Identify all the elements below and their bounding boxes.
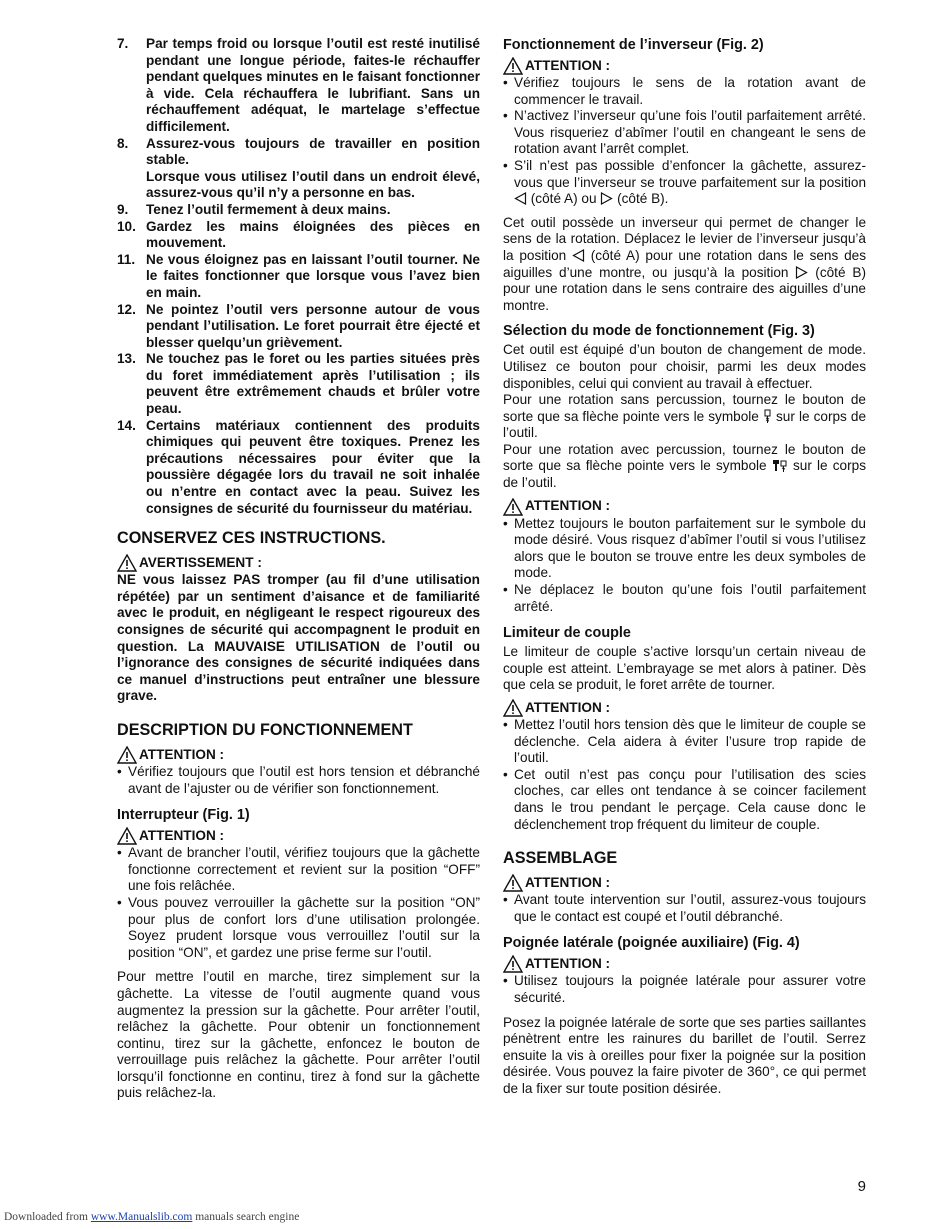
bullet-item: • S’il n’est pas possible d’enfoncer la gâchette, assurez-vous que l’inverseur se trouve parfaitement sur la position (côté A) ou (côté B). bbox=[503, 157, 866, 207]
warning-triangle-icon bbox=[503, 699, 523, 717]
page-number: 9 bbox=[857, 1178, 866, 1195]
interrupteur-heading: Interrupteur (Fig. 1) bbox=[117, 807, 250, 824]
bullet-item: • Avant de brancher l’outil, vérifiez toujours que la gâchette fonctionne correctement et revient sur la position “OFF” une fois relâchée. bbox=[117, 845, 480, 894]
bullet-item: • Utilisez toujours la poignée latérale pour assurer votre sécurité. bbox=[503, 973, 866, 1005]
triangle-right-icon bbox=[600, 192, 613, 205]
mode-paragraph: Cet outil est équipé d’un bouton de changement de mode. Utilisez ce bouton pour choisir, parmi les deux modes disponibles, celui qui convient au travail à effectuer. bbox=[503, 342, 866, 391]
attention-label: ATTENTION : bbox=[503, 57, 866, 75]
list-item: 10. Gardez les mains éloignées des pièces en mouvement. bbox=[117, 218, 480, 251]
hammer-drill-mode-icon bbox=[772, 459, 788, 473]
list-item: 14. Certains matériaux contiennent des produits chimiques qui peuvent être toxiques. Prenez les précautions nécessaires pour éviter que la poussière dégagée lors du travail ne soit inhalée ou n’entre en contact avec la peau. Suivez les consignes de sécurité du fournisseur du matériau. bbox=[117, 417, 480, 516]
footer bbox=[4, 1209, 299, 1226]
bullet-item: • Ne déplacez le bouton qu’une fois l’outil parfaitement arrêté. bbox=[503, 582, 866, 614]
bullet-item: • Cet outil n’est pas conçu pour l’utilisation des scies cloches, car elles ont tendance à se coincer facilement dans le trou pendant le perçage. Cela cause donc le déclenchement trop fréquent du limiteur de couple. bbox=[503, 766, 866, 832]
drill-mode-icon bbox=[763, 409, 772, 424]
bullet-item: • N’activez l’inverseur qu’une fois l’outil parfaitement arrêté. Vous risqueriez d’abîmer l’outil en changeant le sens de rotation avant l’arrêt complet. bbox=[503, 108, 866, 157]
bullet-item: • Vérifiez toujours le sens de la rotation avant de commencer le travail. bbox=[503, 75, 866, 107]
bullet-item: • Mettez toujours le bouton parfaitement sur le symbole du mode désiré. Vous risquez d’abîmer l’outil si vous l’utilisez alors que le bouton se trouve entre les deux symboles de mode. bbox=[503, 515, 866, 581]
list-item: 7. Par temps froid ou lorsque l’outil est resté inutilisé pendant une longue période, faites-le réchauffer pendant quelques minutes en le faisant fonctionner à vide. Cela réchauffera le lubrifiant. Sans un réchauffement adéquat, le martelage s’effectue difficilement. bbox=[117, 36, 480, 134]
attention-label: ATTENTION : bbox=[117, 746, 480, 764]
list-item: 11. Ne vous éloignez pas en laissant l’outil tourner. Ne le faites fonctionner que lorsque vous l’avez bien en main. bbox=[117, 251, 480, 300]
attention-label: ATTENTION : bbox=[503, 874, 866, 892]
description-heading: DESCRIPTION DU FONCTIONNEMENT bbox=[117, 720, 413, 739]
footer-prefix: Downloaded from bbox=[4, 1211, 91, 1223]
conserve-heading: CONSERVEZ CES INSTRUCTIONS. bbox=[117, 529, 386, 548]
warning-triangle-icon bbox=[503, 57, 523, 75]
footer-suffix: manuals search engine bbox=[192, 1211, 300, 1223]
mode-paragraph: Pour une rotation sans percussion, tournez le bouton de sorte que sa flèche pointe vers le symbole sur le corps de l’outil. bbox=[503, 392, 867, 441]
assemblage-heading: ASSEMBLAGE bbox=[503, 849, 618, 868]
mode-heading: Sélection du mode de fonctionnement (Fig. 3) bbox=[503, 323, 815, 340]
limiteur-paragraph: Le limiteur de couple s’active lorsqu’un certain niveau de couple est atteint. L’embrayage se met alors à patiner. Dès que cela se produit, le foret arrête de tourner. bbox=[503, 644, 866, 693]
footer-link[interactable]: www.Manualslib.com bbox=[90, 1211, 193, 1223]
list-item: 8. Assurez-vous toujours de travailler en position stable. Lorsque vous utilisez l’outil dans un endroit élevé, assurez-vous qu’il n’y a personne en bas. bbox=[117, 135, 480, 201]
bullet-item: • Mettez l’outil hors tension dès que le limiteur de couple se déclenche. Cela aidera à éviter l’usure trop rapide de l’outil. bbox=[503, 717, 866, 766]
attention-label: ATTENTION : bbox=[117, 827, 480, 845]
poignee-heading: Poignée latérale (poignée auxiliaire) (Fig. 4) bbox=[503, 935, 800, 952]
list-item: 12. Ne pointez l’outil vers personne autour de vous pendant l’utilisation. Le foret pourrait être éjecté et blesser quelqu’un grièvement. bbox=[117, 301, 480, 350]
attention-label: ATTENTION : bbox=[503, 699, 866, 717]
triangle-right-icon bbox=[795, 266, 808, 279]
warning-triangle-icon bbox=[117, 746, 137, 764]
triangle-left-icon bbox=[514, 192, 527, 205]
inverseur-paragraph: Cet outil possède un inverseur qui permet de changer le sens de la rotation. Déplacez le levier de l’inverseur jusqu’à la position (côté A) pour une rotation dans le sens des aiguilles d’une montre, ou jusqu’à la position (côté B) pour une rotation dans le sens contraire des aiguilles d’une montre. bbox=[503, 214, 867, 313]
mode-paragraph: Pour une rotation avec percussion, tournez le bouton de sorte que sa flèche pointe vers le symbole sur le corps de l’outil. bbox=[503, 441, 867, 491]
poignee-paragraph: Posez la poignée latérale de sorte que ses parties saillantes pénètrent entre les rainures du barillet de l’outil. Serrez ensuite la vis à oreilles pour fixer la poignée sur la position désirée. Vous pouvez la faire pivoter de 360°, ce qui permet de la fixer sur toute position désirée. bbox=[503, 1014, 866, 1096]
interrupteur-paragraph: Pour mettre l’outil en marche, tirez simplement sur la gâchette. La vitesse de l’outil augmente quand vous augmentez la pression sur la gâchette. Pour arrêter l’outil, relâchez la gâchette. Pour obtenir un fonctionnement continu, tirez sur la gâchette, enfoncez le bouton de verrouillage puis relâchez la gâchette. Pour arrêter l’outil lorsqu’il fonctionne en continu, tirez à fond sur la gâchette puis relâchez-la. bbox=[117, 969, 480, 1101]
limiteur-heading: Limiteur de couple bbox=[503, 625, 631, 642]
inverseur-heading: Fonctionnement de l’inverseur (Fig. 2) bbox=[503, 37, 764, 53]
bullet-item: • Vérifiez toujours que l’outil est hors tension et débranché avant de l’ajuster ou de vérifier son fonctionnement. bbox=[117, 763, 480, 796]
warning-triangle-icon bbox=[503, 498, 523, 516]
triangle-left-icon bbox=[572, 249, 585, 262]
list-item: 9. Tenez l’outil fermement à deux mains. bbox=[117, 201, 391, 217]
warning-triangle-icon bbox=[503, 874, 523, 892]
right-column bbox=[503, 36, 866, 1098]
left-column bbox=[117, 36, 480, 1102]
warning-label: AVERTISSEMENT : bbox=[117, 554, 480, 572]
attention-label: ATTENTION : bbox=[503, 498, 866, 516]
warning-triangle-icon bbox=[117, 827, 137, 845]
attention-label: ATTENTION : bbox=[503, 955, 866, 973]
bullet-item: • Vous pouvez verrouiller la gâchette sur la position “ON” pour plus de confort lors d’une utilisation prolongée. Soyez prudent lorsque vous verrouillez l’outil sur la position “ON”, et gardez une prise ferme sur l’outil. bbox=[117, 894, 480, 960]
warning-text: NE vous laissez PAS tromper (au fil d’une utilisation répétée) par un sentiment d’aisance et de familiarité avec le produit, en négligeant le respect rigoureux des consignes de sécurité qui accompagnent le produit en question. La MAUVAISE UTILISATION de l’outil ou l’ignorance des consignes de sécurité indiquées dans ce manuel d’instructions peut entraîner une blessure grave. bbox=[117, 572, 480, 704]
bullet-item: • Avant toute intervention sur l’outil, assurez-vous toujours que le contact est coupé et l’outil débranché. bbox=[503, 892, 866, 924]
warning-triangle-icon bbox=[503, 955, 523, 973]
list-item: 13. Ne touchez pas le foret ou les parties situées près du foret immédiatement après l’utilisation ; ils peuvent être extrêmement chauds et brûler votre peau. bbox=[117, 351, 480, 417]
warning-triangle-icon bbox=[117, 554, 137, 572]
